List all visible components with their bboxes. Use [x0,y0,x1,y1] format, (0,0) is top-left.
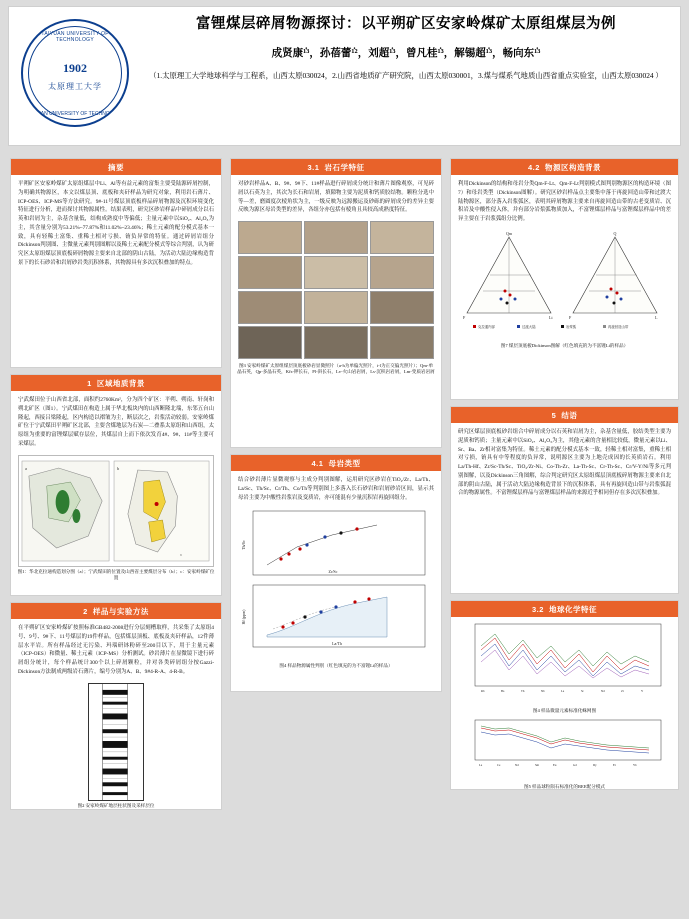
section-geology [10,374,222,596]
section-geology-number: 1 [87,379,92,388]
logo-en-bottom: TAIYUAN UNIVERSITY OF TECHNOLOGY [26,111,124,117]
section-method [10,602,222,810]
svg-text:Nb: Nb [541,689,545,693]
poster-header [8,6,681,146]
section-petrography-title: 岩石学特征 [324,163,365,172]
photomicrograph-e [304,256,368,289]
svg-text:过渡大陆: 过渡大陆 [522,324,536,329]
svg-text:Dy: Dy [593,763,597,768]
author-list: 成贤康¹֗³，孙蓓蕾¹֗²，刘超¹֗³，曾凡桂¹֗³，解锡超¹֗³，畅向东¹֗³ [271,47,541,59]
logo-year: 1902 [63,61,87,75]
figure-5-svg [457,718,670,774]
figure-5-caption: 图5 样品球粒陨石标准化的REE配分模式 [523,784,606,790]
svg-text:克拉通内部: 克拉通内部 [478,324,495,329]
figure-4-caption: 图4 样品物源属性判别（红色填充的为不富锂Li的样品） [279,663,393,669]
section-method-text: 在平朔矿区安家岭煤矿按照标准GB482-2008进行分层刻槽取样，共采集了太原组4号、9号、9#下、11号煤层的19件样品，包括煤层顶板、底板及夹矸样品，12件薄层水平岩。所有样品经过无污染、玛瑙研钵粉碎至200目以下，用于主量元素（ICP-OES）和微量、稀土元素（ICP-MS）分析测试。砂岩薄片在显微镜下进行碎屑组分统计，每个样品统计300个以上碎屑颗粒，并对各类碎屑组分按Gazzi-Dickinson方法制成两级岩石薄片，编号分别为A、B、9#4-R-A、4-R-B。 [18,625,214,675]
section-tectonic-heading [451,159,678,175]
figure-3-caption: 图3 安家岭煤矿太原组煤层顶底板砂岩显微照片（a-h为单偏光照片，i-l为正交偏光照片）；Qm-单晶石英，Qp-多晶石英，Kfs-钾长石，Pl-斜长石，Lv-火山岩岩屑，Ls-沉积岩岩屑，Lm-变质岩岩屑 [237,363,435,375]
svg-text:a: a [24,465,27,471]
section-petrography-heading [231,159,441,175]
svg-text:La/Th: La/Th [332,641,342,647]
section-rocktype-heading [231,455,441,471]
svg-text:Sr: Sr [581,689,584,693]
section-petrography-text: 对砂岩样品A、B、9#、9#下、11#样品进行碎屑成分统计和薄片图像观察，可见碎屑以石英为主，其次为长石和岩屑，填隙物主要为泥质和钙质胶结物。颗粒分选中等—差，磨圆度次棱角状为主，一级反映为远源搬运及砂砾的碎屑成分的差异主要反映为源区母岩类型的差异，各组分亦包括有棱角且具较高成熟度特征。 [238,181,434,214]
photomicrograph-a [238,221,302,254]
affiliation-list: （1.太原理工大学地球科学与工程系，山西太原030024，2.山西省地质矿产研究院，山西太原030001，3.煤与煤系气地质山西省重点实验室，山西太原030024 ） [149,70,663,80]
figure-4-spider-svg [457,620,670,698]
svg-text:Nd: Nd [515,763,519,768]
logo-en-top: TAIYUAN UNIVERSITY OF TECHNOLOGY [41,31,109,43]
photomicrograph-c [370,221,434,254]
svg-text:Lt: Lt [549,314,553,320]
section-rocktype [230,454,442,692]
photomicrograph-l [370,326,434,359]
svg-text:Ce: Ce [497,763,501,768]
section-method-title: 样品与实验方法 [92,607,149,616]
svg-text:Rb: Rb [481,689,485,693]
svg-text:Qm: Qm [506,230,512,236]
photomicrograph-g [238,291,302,324]
svg-text:Yb: Yb [633,763,637,768]
figure-1-caption: 图1：华北克拉通构造划分图（a）；宁武煤田的位置及山西省主要煤层分布（b）；c：安家岭煤矿位置 [17,568,215,580]
section-conclusion-text: 研究区煤层顶底板砂岩组合中碎屑成分以石英和岩屑为主，杂基含量低，胶结类型主要为泥质和钙质；主量元素中以SiO₂、Al₂O₃为主，其他元素的含量相比较低，微量元素以Li、Sr、Ba、Zr相对富集为特征。稀土元素的配分模式基本一致，轻稀土相对富集，重稀土相对亏损，铕具有中等程度的负异常，说明源区主要为上地壳成因的长英质岩石。利用La/Th-Hf、Zr/Sc-Th/Sc、TiO₂/Zr-Ni、Co-Th-Zr、La-Th-Sc、Cr-Th-Sc、Cr/V-Y/Ni等多元判别图解，以及Dickinson三角图解，综合判定研究区太原组煤层顶底板碎屑物源主要来自北部的阴山古陆，属于活动大陆边缘构造背景下的沉积体系，具有再旋回造山带与岩浆弧混合的物源属性。不富锂煤层样品与富锂煤层样品的来源近乎相同但存在多次沉积叠加。 [458,429,671,497]
section-tectonic-number: 4.2 [527,163,540,172]
svg-text:c: c [180,551,183,557]
svg-text:F: F [463,314,466,320]
photomicrograph-f [370,256,434,289]
svg-text:Eu: Eu [553,763,557,768]
figure-2-svg [89,684,143,800]
figure-4-svg [237,507,433,653]
photomicrograph-j [238,326,302,359]
photomicrograph-h [304,291,368,324]
figure-7-svg [457,229,670,333]
section-abstract-text: 平朔矿区安家岭煤矿太原组煤层中Li、Al等有益元素的富集主要受陆源碎屑控制，为明确其物源区，本文以煤层顶、底板和夹矸样品为研究对象，利用岩石薄片、ICP-OES、ICP-MS等方法研究。9#-11号煤层顶底板样品碎屑物源及沉积环境变化特征进行分析，进而探讨其物源属性。结果表明，研究区砂岩样品中碎屑成分以石英和岩屑为主，杂基含量低，结构成熟度中等偏低；主量元素中以SiO₂、Al₂O₃为主，其含量分别为53.21%~77.87%和11.02%~23.46%；稀土元素的配分模式基本一致，具有轻稀土富集、重稀土相对亏损、铕负异常的特征。通过碎屑岩组分Dickinson判别图、主微量元素判别图解以及稀土元素配分模式等综合判别，认为研究区太原组煤层顶底板碎屑物源主要来自北部的阴山古陆，为活动大陆边缘构造背景下的长石砂岩和岩屑砂岩类沉积体系，其物源具有多次沉积叠加的特点。 [18,181,214,266]
svg-text:Th/Sc: Th/Sc [241,540,246,551]
figure-2-caption: 图2 安家岭煤矿地层柱状图及采样层位 [77,802,155,808]
svg-text:再旋回造山带: 再旋回造山带 [608,324,629,329]
section-conclusion [450,406,679,594]
photomicrograph-b [304,221,368,254]
figure-7-dickinson-ternary [457,229,672,338]
section-petrography-number: 3.1 [307,163,320,172]
figure-5-ree-pattern [457,718,672,779]
section-method-heading [11,603,221,619]
section-geology-heading [11,375,221,391]
svg-text:Ba: Ba [501,689,505,693]
section-rocktype-number: 4.1 [311,459,324,468]
svg-text:Y: Y [641,689,644,693]
svg-text:Nd: Nd [601,689,605,693]
photomicrograph-k [304,326,368,359]
section-rocktype-title: 母岩类型 [328,459,361,468]
figure-3-photomicrograph-grid [238,221,434,359]
figure-1-regional-map [18,455,214,567]
section-method-number: 2 [83,607,88,616]
section-geochem-title: 地球化学特征 [549,605,598,614]
page-title: 富锂煤层碎屑物源探讨：以平朔矿区安家岭煤矿太原组煤层为例 [196,16,616,32]
section-geology-text: 宁武煤田位于山西省北部，面积约2760Km²，分为四个矿区：平朔、朔南、轩岗和朔北矿区（图1）。宁武煤田在构造上属于华北板块内的山西断隆北端，东邻五台山隆起，西接吕梁隆起，区内构造以褶皱为主，断层次之，岩浆活动较弱。安家岭煤矿位于宁武煤田平朔矿区北部，主要含煤地层为石炭—二叠系太原组和山西组，太原组为重要的富锂煤层赋存层位，其煤层自上而下依次发育4#、9#、11#等主要可采煤层。 [18,397,214,447]
svg-text:Zr/Sc: Zr/Sc [328,569,338,575]
photomicrograph-i [370,291,434,324]
svg-text:Hf (ppm): Hf (ppm) [241,609,246,625]
svg-text:La: La [561,689,565,693]
section-geochem [450,600,679,790]
section-conclusion-number: 5 [551,411,557,420]
university-logo [21,19,129,127]
figure-1-svg [19,456,213,566]
section-tectonic-text: 利用Dickinson的结构和母岩分类Qm-F-Lt、Qm-F-Lt判别模式图判别物源区的构造环境（图7）和母岩类型（Dickinson图解）。研究区砂岩样品点主要集中落于再旋回造山带和过渡大陆物源区，部分落入岩浆弧区，表明其碎屑物源主要来自再旋回造山带的古老变质岩、沉积岩及中酸性侵入体，并有部分岩浆弧物质加入，不富锂煤层样品与富锂煤层样品中的差异主要在于岩浆弧组分比例。 [458,181,671,222]
figure-7-caption: 图7 煤层顶底板Dickinson图解（红色填充的为不富锂Li的样品） [500,342,629,348]
photomicrograph-d [238,256,302,289]
section-tectonic [450,158,679,400]
svg-text:b: b [116,465,120,471]
svg-text:岩浆弧: 岩浆弧 [566,324,577,329]
section-petrography [230,158,442,448]
figure-4-discrimination-plots [237,507,435,658]
svg-text:Q: Q [613,230,617,236]
section-abstract-heading: 摘要 [11,159,221,175]
figure-2-stratigraphic-column [88,683,144,801]
svg-text:Zr: Zr [621,689,624,693]
section-geochem-heading [451,601,678,617]
section-abstract [10,158,222,368]
section-rocktype-text: 结合砂岩薄片显微观察与主成分判别图解，运用研究区砂岩在TiO₂/Zr、La/Th、La/Sc、Th/Sc、Cr/Th、Co/Th等判别图上多落入长石砂岩和岩屑砂岩区间，显示其母岩主要为中酸性岩浆岩及变质岩，亦可能混有少量沉积岩再旋回组分。 [238,477,434,501]
svg-text:F: F [569,314,572,320]
svg-text:Sm: Sm [535,763,540,768]
section-geochem-number: 3.2 [531,605,544,614]
section-conclusion-heading [451,407,678,423]
logo-cn-name: 太原理工大学 [48,82,102,91]
svg-text:Er: Er [613,763,616,768]
figure-4-spider-trace [457,620,672,703]
svg-text:Th: Th [521,689,525,693]
figure-4-spider-caption: 图4 样品微量元素标准化蛛网图 [532,708,597,713]
section-tectonic-title: 物源区构造背景 [545,163,602,172]
section-geology-title: 区域地质背景 [96,379,145,388]
section-conclusion-title: 结语 [561,411,578,420]
title-block [137,15,675,81]
svg-text:L: L [655,314,658,320]
svg-text:Gd: Gd [573,763,577,768]
svg-text:La: La [479,763,483,768]
